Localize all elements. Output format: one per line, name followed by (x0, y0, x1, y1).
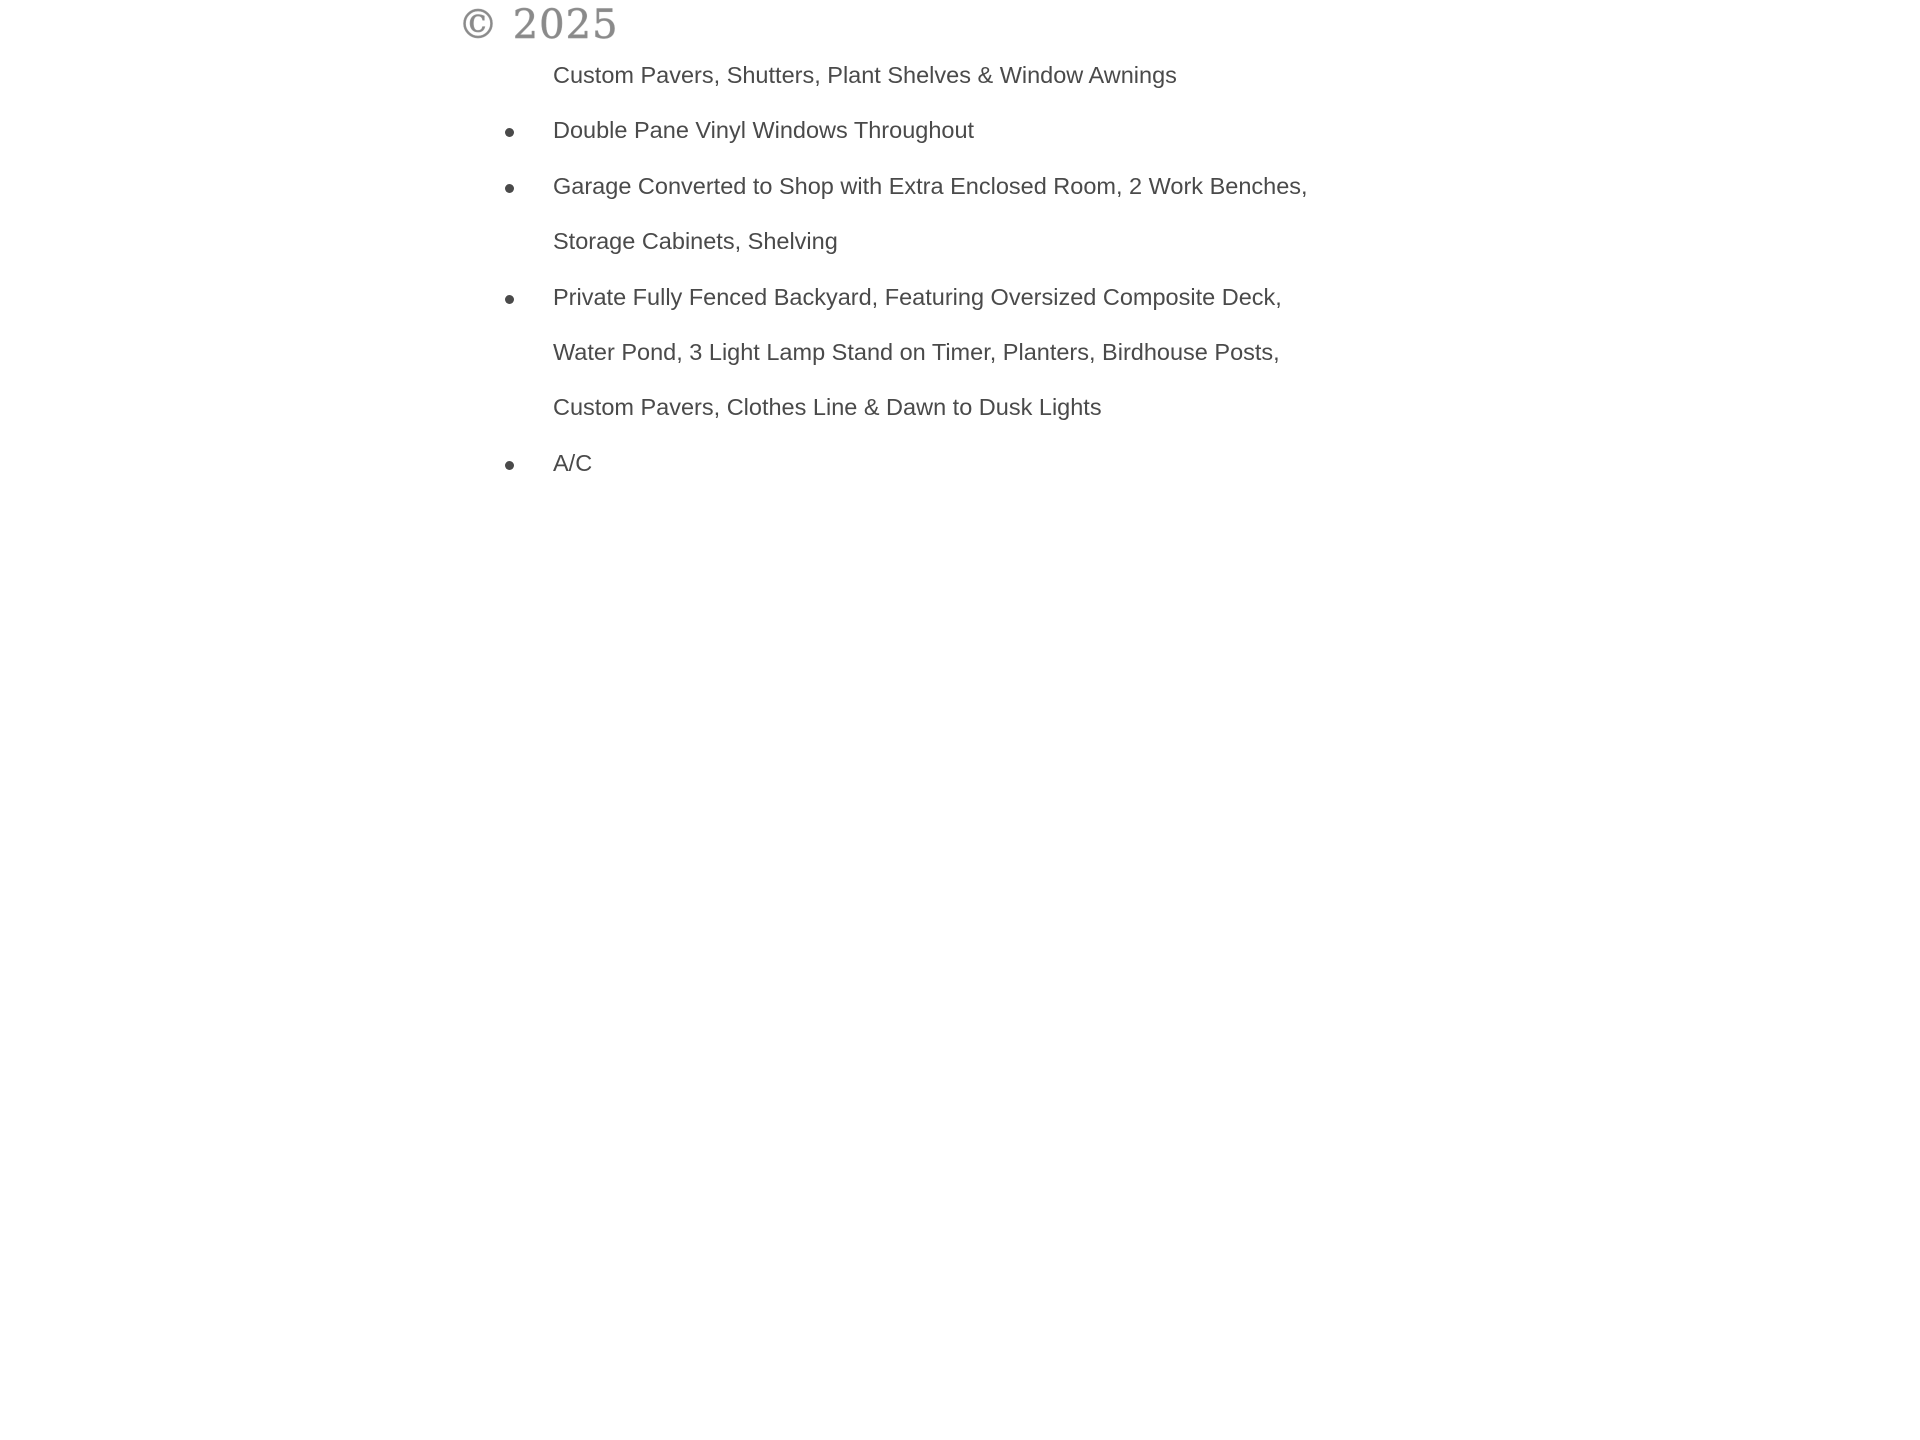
list-item-text: Garage Converted to Shop with Extra Enclosed Room, 2 Work Benches, (553, 172, 1308, 199)
list-item (0, 103, 1920, 158)
list-item-text: A/C (553, 449, 593, 476)
list-item-text: Custom Pavers, Clothes Line & Dawn to Dusk Lights (553, 394, 1102, 421)
list-item (0, 48, 1920, 103)
list-item (0, 159, 1920, 270)
list-item-text: Private Fully Fenced Backyard, Featuring Oversized Composite Deck, (553, 283, 1282, 310)
list-item-text: Water Pond, 3 Light Lamp Stand on Timer, Planters, Birdhouse Posts, (553, 339, 1280, 366)
copyright-stamp: © 2025 (458, 2, 619, 48)
list-item-text: Storage Cabinets, Shelving (553, 228, 838, 255)
list-item-text: Double Pane Vinyl Windows Throughout (553, 117, 975, 144)
list-item (0, 436, 1920, 491)
feature-list (0, 48, 1920, 491)
list-item (0, 270, 1920, 436)
list-item-text: Custom Pavers, Shutters, Plant Shelves & Window Awnings (553, 62, 1177, 88)
